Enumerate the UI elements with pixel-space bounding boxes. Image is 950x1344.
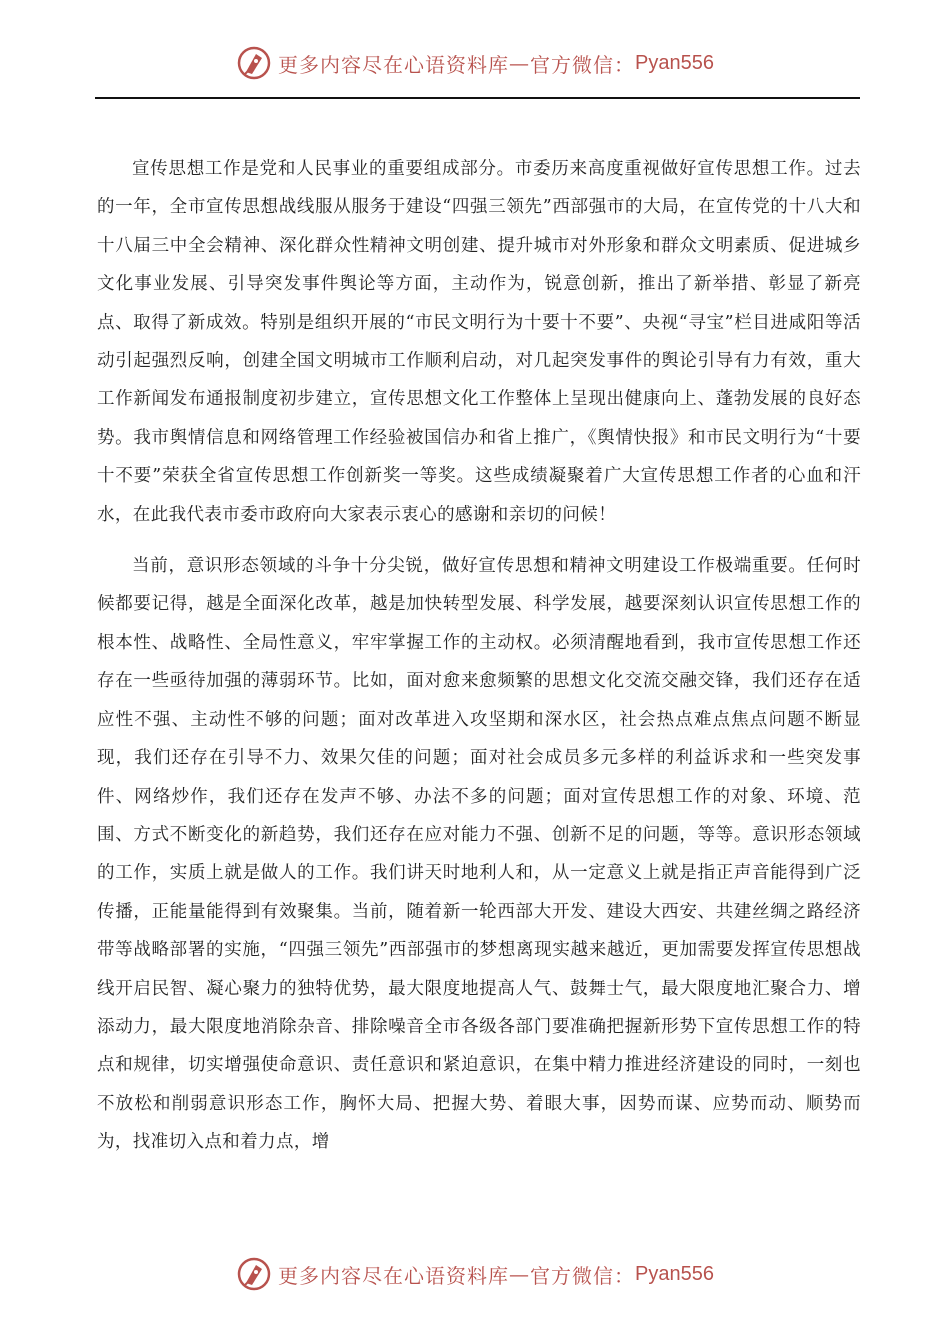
footer-handle: Pyan556 [635,1262,714,1285]
header-handle: Pyan556 [635,51,714,74]
header-label: 官方微信： [530,52,636,77]
footer-dash: — [509,1262,531,1286]
paragraph-1: 宣传思想工作是党和人民事业的重要组成部分。市委历来高度重视做好宣传思想工作。过去的一年，全市宣传思想战线服从服务于建设“四强三领先”西部强市的大局，在宣传党的十八大和十八届三中全会精神、深化群众性精神文明创建、提升城市对外形象和群众文明素质、促进城乡文化事业发展、引导突发事件舆论等方面，主动作为，锐意创新，推出了新举措、彰显了新亮点、取得了新成效。特别是组织开展的“市民文明行为十要十不要”、央视“寻宝”栏目进咸阳等活动引起强烈反响，创建全国文明城市工作顺利启动，对几起突发事件的舆论引导有力有效，重大工作新闻发布通报制度初步建立，宣传思想文化工作整体上呈现出健康向上、蓬勃发展的良好态势。我市舆情信息和网络管理工作经验被国信办和省上推广，《舆情快报》和市民文明行为“十要十不要”荣获全省宣传思想工作创新奖一等奖。这些成绩凝聚着广大宣传思想工作者的心血和汗水，在此我代表市委市政府向大家表示衷心的感谢和亲切的问候！ [97,159,861,525]
header-dash: — [509,51,531,75]
pen-nib-logo-icon [236,1256,272,1292]
pen-nib-logo-icon [236,45,272,81]
document-body [97,150,861,1175]
footer-brand: 更多内容尽在心语资料库 [278,1263,510,1288]
header-banner [0,41,950,85]
header-rule [95,97,860,99]
footer-banner [0,1252,950,1296]
footer-label: 官方微信： [530,1263,636,1288]
header-brand: 更多内容尽在心语资料库 [278,52,510,77]
paragraph-2: 当前，意识形态领域的斗争十分尖锐，做好宣传思想和精神文明建设工作极端重要。任何时候都要记得，越是全面深化改革，越是加快转型发展、科学发展，越要深刻认识宣传思想工作的根本性、战略性、全局性意义，牢牢掌握工作的主动权。必须清醒地看到，我市宣传思想工作还存在一些亟待加强的薄弱环节。比如，面对愈来愈频繁的思想文化交流交融交锋，我们还存在适应性不强、主动性不够的问题；面对改革进入攻坚期和深水区，社会热点难点焦点问题不断显现，我们还存在引导不力、效果欠佳的问题；面对社会成员多元多样的利益诉求和一些突发事件、网络炒作，我们还存在发声不够、办法不多的问题；面对宣传思想工作的对象、环境、范围、方式不断变化的新趋势，我们还存在应对能力不强、创新不足的问题，等等。意识形态领域的工作，实质上就是做人的工作。我们讲天时地利人和，从一定意义上就是指正声音能得到广泛传播，正能量能得到有效聚集。当前，随着新一轮西部大开发、建设大西安、共建丝绸之路经济带等战略部署的实施，“四强三领先”西部强市的梦想离现实越来越近，更加需要发挥宣传思想战线开启民智、凝心聚力的独特优势，最大限度地提高人气、鼓舞士气，最大限度地汇聚合力、增添动力，最大限度地消除杂音、排除噪音全市各级各部门要准确把握新形势下宣传思想工作的特点和规律，切实增强使命意识、责任意识和紧迫意识，在集中精力推进经济建设的同时，一刻也不放松和削弱意识形态工作，胸怀大局、把握大势、着眼大事，因势而谋、应势而动、顺势而为，找准切入点和着力点，增 [97,556,861,1153]
